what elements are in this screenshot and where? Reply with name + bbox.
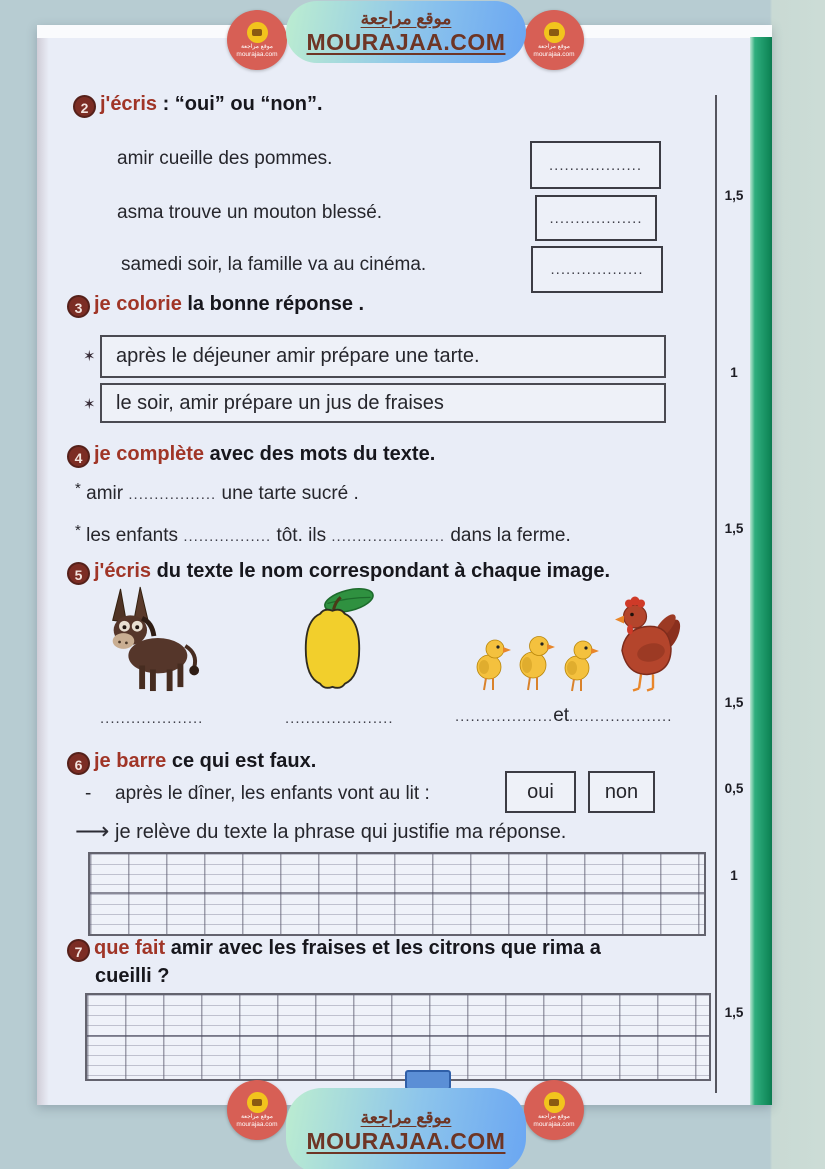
fill-line-text: dans la ferme. <box>450 525 571 546</box>
badge-arabic-label: موقع مراجعة <box>240 1113 274 1120</box>
sentence: amir cueille des pommes. <box>117 148 333 169</box>
exercise6-verb: je barre <box>94 750 167 772</box>
exercise6-number-badge: 6 <box>67 752 90 775</box>
conjunction-et: et <box>553 705 570 726</box>
star-bullet: ✶ <box>83 348 96 365</box>
badge-url-label: mourajaa.com <box>533 51 575 59</box>
dotted-blank[interactable]: ................. <box>128 486 217 503</box>
option-box[interactable] <box>100 335 666 378</box>
site-logo-badge <box>227 1080 287 1140</box>
score-badge: 1,5 <box>724 521 744 536</box>
fill-line <box>75 480 359 505</box>
fill-line-text: une tarte sucré . <box>221 483 359 504</box>
answer-box[interactable] <box>535 195 657 241</box>
score-badge: 1,5 <box>724 188 744 203</box>
exercise2-verb: j'écris <box>100 93 158 115</box>
fill-line-text: les enfants <box>86 525 179 546</box>
dotted-blank[interactable]: ..................... <box>285 710 394 727</box>
exercise7-verb: que fait <box>94 937 166 959</box>
score-badge: 1 <box>730 868 738 883</box>
grid-midline <box>87 1035 709 1037</box>
exercise7-title-rest: amir avec les fraises et les citrons que rima a <box>170 937 601 959</box>
choice-oui-label: oui <box>527 780 554 803</box>
blue-tab <box>405 1070 451 1090</box>
footer-brand-pill <box>286 1088 526 1169</box>
arrow-icon: ⟶ <box>75 818 110 845</box>
site-name-link[interactable]: MOURAJAA.COM <box>306 1127 506 1154</box>
badge-arabic-label: موقع مراجعة <box>240 43 274 50</box>
exercise5-verb: j'écris <box>94 560 152 582</box>
choice-non-box[interactable] <box>588 771 655 813</box>
dotted-blank: .................... <box>569 708 673 725</box>
worksheet-page <box>37 25 772 1105</box>
donkey-image <box>95 585 203 693</box>
fill-line <box>75 522 571 547</box>
dotted-blank: .................. <box>549 209 643 227</box>
dotted-blank[interactable]: ...................... <box>331 528 446 545</box>
asterisk-bullet: * <box>75 522 81 539</box>
option-box[interactable] <box>100 383 666 423</box>
badge-arabic-label: موقع مراجعة <box>537 43 571 50</box>
justify-instruction: je relève du texte la phrase qui justifie ma réponse. <box>115 821 567 843</box>
exercise5-title-rest: du texte le nom correspondant à chaque image. <box>156 560 611 582</box>
exercise7-title <box>67 937 601 962</box>
book-icon <box>544 1092 565 1113</box>
writing-grid[interactable] <box>88 852 706 936</box>
margin-line <box>715 95 717 1093</box>
header-brand-pill <box>286 1 526 63</box>
book-icon <box>247 22 268 43</box>
green-edge-strip <box>750 37 772 1105</box>
answer-box[interactable] <box>530 141 661 189</box>
exercise6-title <box>67 750 316 775</box>
option-text: après le déjeuner amir prépare une tarte. <box>116 345 480 367</box>
dotted-blank-pair[interactable] <box>455 705 672 727</box>
score-badge: 1,5 <box>724 1005 744 1020</box>
site-logo-badge <box>227 10 287 70</box>
exercise4-number-badge: 4 <box>67 445 90 468</box>
exercise3-title <box>67 293 364 318</box>
dotted-blank: .................. <box>548 156 642 174</box>
lemon-image <box>283 585 383 693</box>
exercise6-title-rest: ce qui est faux. <box>171 750 317 772</box>
exercise7-title-line2: cueilli ? <box>95 965 170 987</box>
score-badge: 1,5 <box>724 695 744 710</box>
option-text: le soir, amir prépare un jus de fraises <box>116 391 444 414</box>
star-bullet: ✶ <box>83 396 96 413</box>
sentence: asma trouve un mouton blessé. <box>117 202 383 223</box>
chicks-image <box>469 615 604 697</box>
book-icon <box>544 22 565 43</box>
choice-non-label: non <box>604 780 639 803</box>
site-logo-badge <box>524 10 584 70</box>
dash-bullet: - <box>85 783 92 804</box>
hen-image <box>607 590 687 696</box>
exercise4-title-rest: avec des mots du texte. <box>209 443 436 465</box>
dotted-blank: ................... <box>455 708 554 725</box>
dotted-blank: .................. <box>550 261 644 278</box>
site-logo-badge <box>524 1080 584 1140</box>
sentence: samedi soir, la famille va au cinéma. <box>121 254 427 275</box>
dotted-blank[interactable]: ................. <box>183 528 272 545</box>
exercise7-number-badge: 7 <box>67 939 90 962</box>
badge-url-label: mourajaa.com <box>236 1121 278 1129</box>
exercise5-title <box>67 560 610 585</box>
site-name-link[interactable]: MOURAJAA.COM <box>306 28 506 55</box>
statement-text: après le dîner, les enfants vont au lit : <box>115 783 430 804</box>
exercise4-title <box>67 443 435 468</box>
badge-url-label: mourajaa.com <box>236 51 278 59</box>
asterisk-bullet: * <box>75 480 81 497</box>
badge-url-label: mourajaa.com <box>533 1121 575 1129</box>
answer-box[interactable] <box>531 246 663 293</box>
book-icon <box>247 1092 268 1113</box>
exercise4-verb: je complète <box>94 443 205 465</box>
paper-left-shadow <box>37 38 49 1105</box>
site-name-arabic[interactable]: موقع مراجعة <box>360 8 452 28</box>
score-badge: 0,5 <box>724 781 744 796</box>
exercise3-title-rest: la bonne réponse . <box>187 293 365 315</box>
exercise3-verb: je colorie <box>94 293 182 315</box>
grid-midline <box>90 892 704 894</box>
writing-grid[interactable] <box>85 993 711 1081</box>
score-badge: 1 <box>730 365 738 380</box>
site-name-arabic[interactable]: موقع مراجعة <box>360 1107 452 1127</box>
fill-line-text: amir <box>86 483 124 504</box>
choice-oui-box[interactable] <box>505 771 576 813</box>
exercise5-number-badge: 5 <box>67 562 90 585</box>
fill-line-text: tôt. ils <box>276 525 327 546</box>
badge-arabic-label: موقع مراجعة <box>537 1113 571 1120</box>
dotted-blank[interactable]: .................... <box>100 710 204 727</box>
exercise3-number-badge: 3 <box>67 295 90 318</box>
exercise2-title <box>73 93 323 118</box>
exercise2-title-rest: : “oui” ou “non”. <box>162 93 323 115</box>
exercise2-number-badge: 2 <box>73 95 96 118</box>
